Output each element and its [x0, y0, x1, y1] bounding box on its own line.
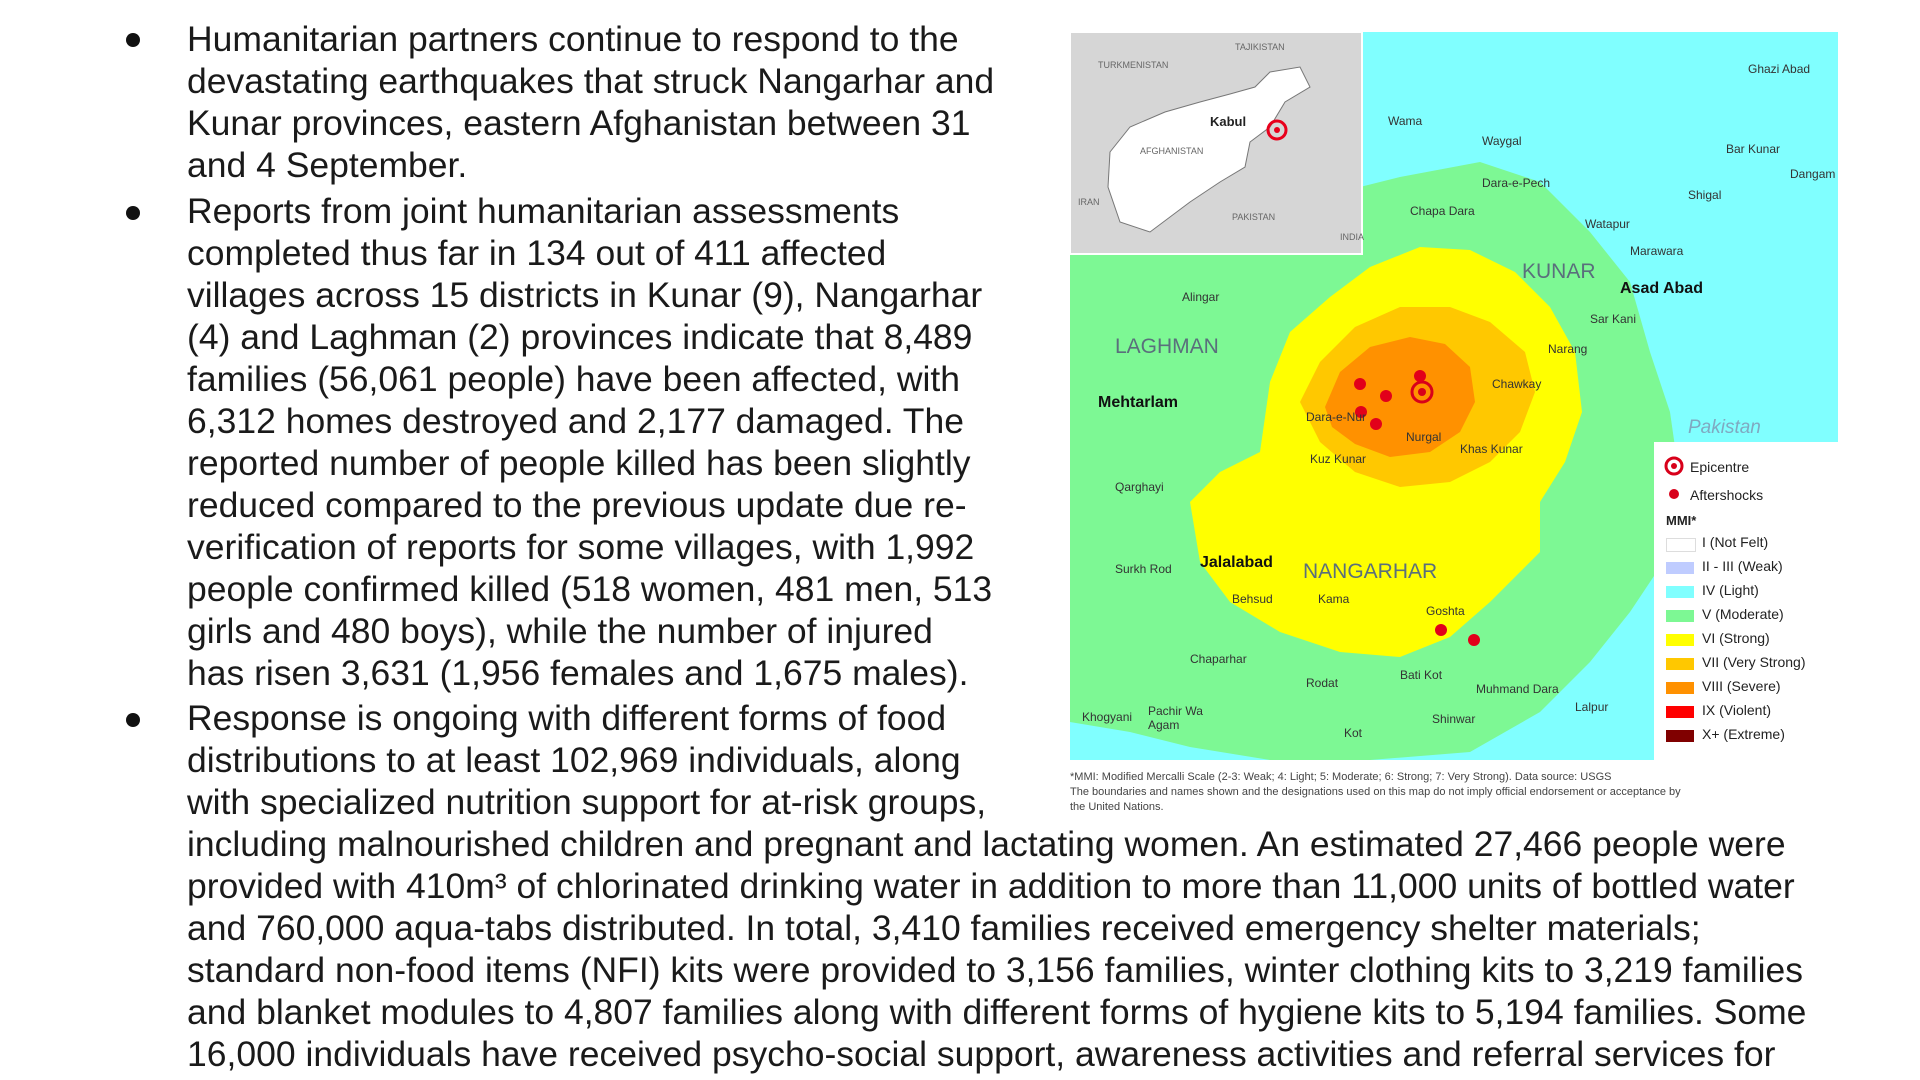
inset-label-iran: IRAN [1078, 197, 1100, 207]
legend-scale-item [1666, 726, 1836, 746]
place-label: Nurgal [1406, 430, 1442, 444]
bullet-paragraph-2 [187, 190, 992, 694]
place-label: Marawara [1630, 244, 1684, 258]
text-line: including malnourished children and pregnant and lactating women. An estimated 27,466 people were [187, 824, 1786, 864]
place-label: Dara-e-Pech [1482, 176, 1551, 190]
place-label: Chapa Dara [1410, 204, 1475, 218]
earthquake-intensity-map [1070, 32, 1838, 760]
legend-scale-label: VI (Strong) [1702, 630, 1770, 646]
legend-aftershocks-label: Aftershocks [1690, 487, 1764, 503]
text-line: reduced compared to the previous update due re- [187, 485, 967, 525]
country-label-pakistan: Pakistan [1688, 417, 1761, 438]
inset-label-tajikistan: TAJIKISTAN [1235, 42, 1285, 52]
text-line: 6,312 homes destroyed and 2,177 damaged. The [187, 401, 964, 441]
place-label: Kot [1344, 726, 1363, 740]
place-label: Kuz Kunar [1310, 452, 1367, 466]
legend-scale-item [1666, 558, 1836, 578]
epicentre-dot [1418, 388, 1426, 396]
legend-scale-label: IV (Light) [1702, 582, 1759, 598]
place-label: Rodat [1306, 676, 1339, 690]
text-line: (4) and Laghman (2) provinces indicate that 8,489 [187, 317, 973, 357]
bullet-paragraph-1 [187, 18, 994, 186]
legend-swatch [1666, 562, 1694, 574]
place-label: Shinwar [1432, 712, 1476, 726]
aftershock-marker [1380, 390, 1392, 402]
legend-scale-label: VIII (Severe) [1702, 678, 1781, 694]
text-line: distributions to at least 102,969 individuals, along [187, 740, 961, 780]
place-label: Khogyani [1082, 710, 1133, 724]
text-line: Reports from joint humanitarian assessments [187, 191, 900, 231]
place-label: Muhmand Dara [1476, 682, 1559, 696]
place-label: Watapur [1585, 217, 1630, 231]
legend-scale-label: IX (Violent) [1702, 702, 1771, 718]
legend-swatch [1666, 658, 1694, 670]
legend-swatch [1666, 682, 1694, 694]
text-line: Kunar provinces, eastern Afghanistan between 31 [187, 103, 971, 143]
place-label: Qarghayi [1115, 480, 1164, 494]
text-line: and blanket modules to 4,807 families along with different forms of hygiene kits to 5,194 families. Some [187, 992, 1807, 1032]
legend-scale-label: V (Moderate) [1702, 606, 1784, 622]
place-label: Narang [1548, 342, 1588, 356]
aftershock-marker [1354, 378, 1366, 390]
inset-epicentre-dot [1274, 127, 1280, 133]
inset-label-turkmenistan: TURKMENISTAN [1098, 60, 1169, 70]
legend-swatch [1666, 634, 1694, 646]
legend-scale-item [1666, 630, 1836, 650]
legend-swatch [1666, 610, 1694, 622]
legend-scale-item [1666, 654, 1836, 674]
aftershock-marker [1435, 624, 1447, 636]
city-label-asad-abad: Asad Abad [1620, 280, 1703, 297]
place-label: Wama [1388, 114, 1423, 128]
legend-swatch [1666, 730, 1694, 742]
place-label: Kama [1318, 592, 1350, 606]
place-label: Lalpur [1575, 700, 1609, 714]
map-caption-line-3: the United Nations. [1070, 801, 1164, 813]
bullet-marker-2 [126, 206, 140, 220]
text-line: 16,000 individuals have received psycho-social support, awareness activities and referral services for [187, 1034, 1776, 1074]
map-graphic [1070, 32, 1838, 760]
bullet-marker-1 [126, 33, 140, 47]
text-line: Humanitarian partners continue to respond to the [187, 19, 959, 59]
place-label: Ghazi Abad [1748, 62, 1811, 76]
inset-label-kabul: Kabul [1210, 114, 1247, 129]
text-line: people confirmed killed (518 women, 481 men, 513 [187, 569, 993, 609]
text-line: provided with 410m³ of chlorinated drinking water in addition to more than 11,000 units of bottled water [187, 866, 1795, 906]
place-label: Bati Kot [1400, 668, 1443, 682]
text-line: has risen 3,631 (1,956 females and 1,675 males). [187, 653, 969, 693]
legend-scale-item [1666, 678, 1836, 698]
text-line: and 4 September. [187, 145, 468, 185]
text-line: verification of reports for some villages, with 1,992 [187, 527, 975, 567]
text-line: with specialized nutrition support for at-risk groups, [187, 782, 987, 822]
legend-epicentre-dot [1671, 463, 1677, 469]
text-line: and 760,000 aqua-tabs distributed. In total, 3,410 families received emergency shelter materials; [187, 908, 1701, 948]
text-line: completed thus far in 134 out of 411 affected [187, 233, 887, 273]
text-line: standard non-food items (NFI) kits were provided to 3,156 families, winter clothing kits to 3,219 families [187, 950, 1803, 990]
aftershock-marker [1468, 634, 1480, 646]
place-label: Sar Kani [1590, 312, 1637, 326]
legend-swatch [1666, 586, 1694, 598]
place-label: Surkh Rod [1115, 562, 1172, 576]
legend-scale-label: VII (Very Strong) [1702, 654, 1806, 670]
text-line: families (56,061 people) have been affected, with [187, 359, 960, 399]
text-line: devastating earthquakes that struck Nangarhar and [187, 61, 995, 101]
place-label: Khas Kunar [1460, 442, 1523, 456]
legend-aftershock-icon [1669, 489, 1679, 499]
place-label: Alingar [1182, 290, 1220, 304]
text-line: Response is ongoing with different forms of food [187, 698, 947, 738]
inset-label-pakistan: PAKISTAN [1232, 212, 1276, 222]
text-line: villages across 15 districts in Kunar (9), Nangarhar [187, 275, 983, 315]
province-label-laghman: LAGHMAN [1115, 335, 1219, 358]
text-line: reported number of people killed has been slightly [187, 443, 971, 483]
place-label: Dangam [1790, 167, 1836, 181]
legend-scale-label: I (Not Felt) [1702, 534, 1769, 550]
legend-swatch [1666, 538, 1696, 552]
legend-epicentre-label: Epicentre [1690, 459, 1750, 475]
text-line: girls and 480 boys), while the number of injured [187, 611, 933, 651]
place-label: Goshta [1426, 604, 1465, 618]
place-label: Bar Kunar [1726, 142, 1781, 156]
legend-scale-label: X+ (Extreme) [1702, 726, 1785, 742]
map-caption-line-2: The boundaries and names shown and the designations used on this map do not imply official endorsement or acceptance by [1070, 786, 1681, 798]
map-caption-line-1: *MMI: Modified Mercalli Scale (2-3: Weak; 4: Light; 5: Moderate; 6: Strong; 7: Very Strong). Data source: USGS [1070, 771, 1612, 783]
province-label-kunar: KUNAR [1522, 260, 1596, 283]
legend-scale-item [1666, 606, 1836, 626]
legend-mmi-title: MMI* [1666, 513, 1697, 528]
bullet-marker-3 [126, 713, 140, 727]
aftershock-marker [1414, 370, 1426, 382]
legend-scale-item [1666, 534, 1836, 554]
legend-scale-label: II - III (Weak) [1702, 558, 1783, 574]
legend-swatch [1666, 706, 1694, 718]
place-label: Pachir Wa Agam [1148, 704, 1203, 732]
inset-label-afghanistan: AFGHANISTAN [1140, 146, 1204, 156]
aftershock-marker [1370, 418, 1382, 430]
inset-label-india: INDIA [1340, 232, 1365, 242]
place-label: Chaparhar [1190, 652, 1247, 666]
place-label: Waygal [1482, 134, 1522, 148]
place-label: Dara-e-Nur [1306, 410, 1367, 424]
legend-scale-item [1666, 582, 1836, 602]
place-label: Behsud [1232, 592, 1273, 606]
place-label: Chawkay [1492, 377, 1542, 391]
place-label: Shigal [1688, 188, 1722, 202]
city-label-jalalabad: Jalalabad [1200, 554, 1273, 571]
city-label-mehtarlam: Mehtarlam [1098, 394, 1179, 411]
province-label-nangarhar: NANGARHAR [1303, 560, 1438, 583]
legend-scale-item [1666, 702, 1836, 722]
